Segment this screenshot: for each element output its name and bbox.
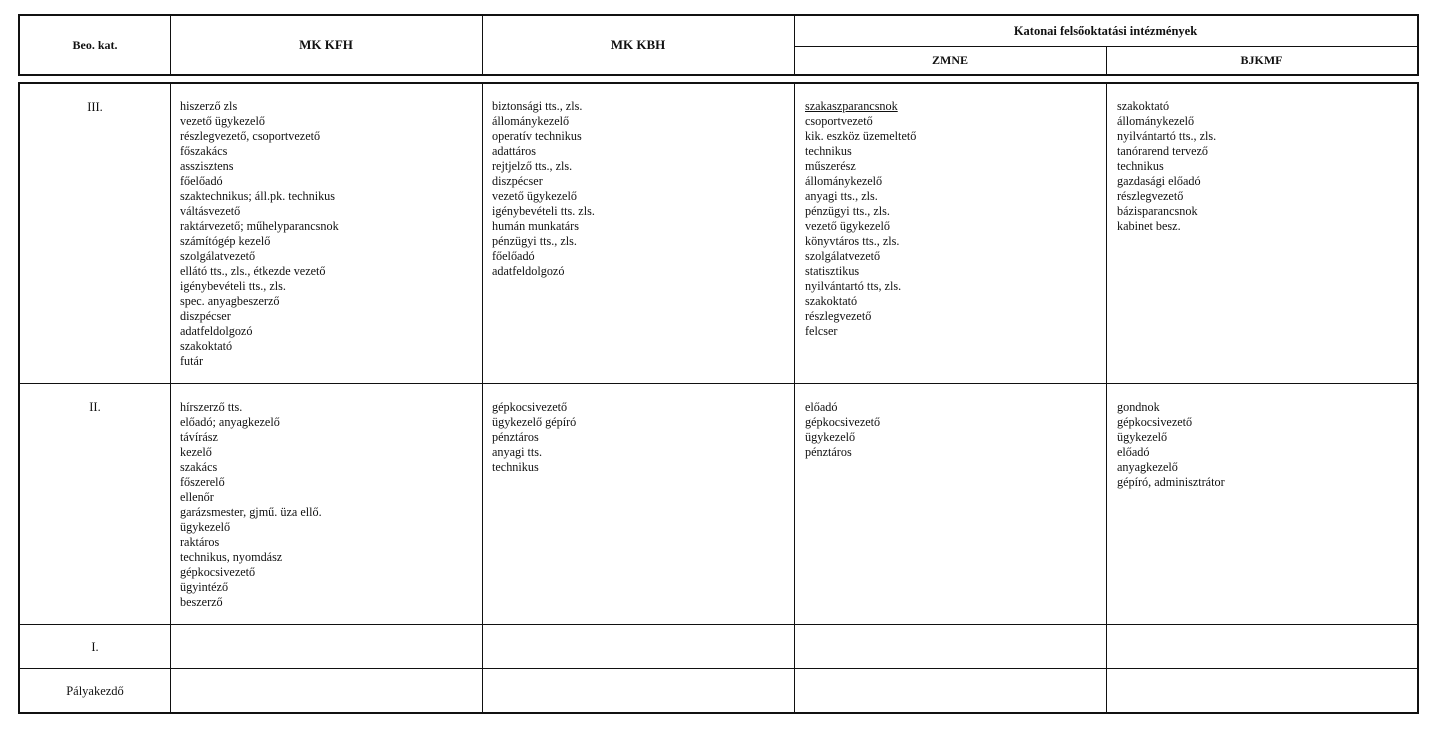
list-item: gépíró, adminisztrátor bbox=[1117, 475, 1225, 489]
column-divider bbox=[482, 84, 483, 712]
list-item: részlegvezető, csoportvezető bbox=[180, 129, 321, 143]
list-item: technikus bbox=[1117, 159, 1164, 173]
list-item: rejtjelző tts., zls. bbox=[492, 159, 573, 173]
list-item: kabinet besz. bbox=[1117, 219, 1181, 233]
list-item: szakoktató bbox=[1117, 99, 1170, 113]
list-item: szolgálatvezető bbox=[180, 249, 256, 263]
cell-list bbox=[180, 99, 339, 369]
list-item: pénzügyi tts., zls. bbox=[492, 234, 577, 248]
list-item: diszpécser bbox=[180, 309, 231, 323]
list-item: ellátó tts., zls., étkezde vezető bbox=[180, 264, 326, 278]
list-item: gazdasági előadó bbox=[1117, 174, 1201, 188]
list-item: technikus, nyomdász bbox=[180, 550, 283, 564]
row-divider bbox=[20, 668, 1417, 669]
list-item: gépkocsivezető bbox=[492, 400, 568, 414]
list-item: nyilvántartó tts., zls. bbox=[1117, 129, 1217, 143]
list-item: igénybevételi tts., zls. bbox=[180, 279, 286, 293]
cell-list bbox=[805, 99, 916, 339]
cell-list bbox=[492, 400, 576, 475]
list-item: ügyintéző bbox=[180, 580, 229, 594]
list-item: raktáros bbox=[180, 535, 220, 549]
list-item: asszisztens bbox=[180, 159, 234, 173]
cell-list bbox=[180, 400, 322, 610]
list-item: adatfeldolgozó bbox=[180, 324, 253, 338]
column-divider bbox=[794, 84, 795, 712]
row-category: III. bbox=[87, 100, 103, 114]
list-item: szakoktató bbox=[180, 339, 233, 353]
list-item: ügykezelő bbox=[1117, 430, 1168, 444]
list-item: statisztikus bbox=[805, 264, 860, 278]
list-item: számítógép kezelő bbox=[180, 234, 271, 248]
list-item: állománykezelő bbox=[805, 174, 883, 188]
list-item: főszerelő bbox=[180, 475, 225, 489]
list-item: részlegvezető bbox=[805, 309, 872, 323]
list-item: spec. anyagbeszerző bbox=[180, 294, 280, 308]
table-header bbox=[18, 14, 1419, 76]
list-item: ügykezelő bbox=[805, 430, 856, 444]
list-item: vezető ügykezelő bbox=[492, 189, 577, 203]
list-item: diszpécser bbox=[492, 174, 543, 188]
list-item: gondnok bbox=[1117, 400, 1160, 414]
cell-list bbox=[492, 99, 595, 279]
list-item: részlegvezető bbox=[1117, 189, 1184, 203]
list-item: szakács bbox=[180, 460, 218, 474]
list-item: kik. eszköz üzemeltető bbox=[805, 129, 917, 143]
list-item: adattáros bbox=[492, 144, 536, 158]
list-item: technikus bbox=[805, 144, 852, 158]
cell-list bbox=[1117, 400, 1225, 490]
list-item: pénztáros bbox=[805, 445, 852, 459]
column-divider bbox=[170, 84, 171, 712]
header-bjkmf: BJKMF bbox=[1240, 52, 1283, 67]
list-item: hírszerző tts. bbox=[180, 400, 243, 414]
list-item: vezető ügykezelő bbox=[805, 219, 890, 233]
list-item: biztonsági tts., zls. bbox=[492, 99, 583, 113]
list-item: gépkocsivezető bbox=[805, 415, 881, 429]
list-item: anyagkezelő bbox=[1117, 460, 1178, 474]
list-item: garázsmester, gjmű. üza ellő. bbox=[180, 505, 322, 519]
list-item: adatfeldolgozó bbox=[492, 264, 565, 278]
list-item: futár bbox=[180, 354, 204, 368]
list-item: technikus bbox=[492, 460, 539, 474]
list-item: humán munkatárs bbox=[492, 219, 579, 233]
list-item: nyilvántartó tts, zls. bbox=[805, 279, 902, 293]
list-item: pénzügyi tts., zls. bbox=[805, 204, 890, 218]
list-item: előadó bbox=[1117, 445, 1150, 459]
list-item: hiszerző zls bbox=[180, 99, 238, 113]
header-zmne: ZMNE bbox=[932, 52, 968, 67]
list-item: szolgálatvezető bbox=[805, 249, 881, 263]
list-item: ellenőr bbox=[180, 490, 214, 504]
row-category: Pályakezdő bbox=[66, 684, 124, 698]
list-item: főszakács bbox=[180, 144, 228, 158]
list-item: vezető ügykezelő bbox=[180, 114, 265, 128]
list-item: anyagi tts. bbox=[492, 445, 543, 459]
list-item: beszerző bbox=[180, 595, 223, 609]
list-item: tanórarend tervező bbox=[1117, 144, 1209, 158]
list-item: szakaszparancsnok bbox=[805, 99, 898, 113]
list-item: előadó; anyagkezelő bbox=[180, 415, 280, 429]
header-group: Katonai felsőoktatási intézmények bbox=[1013, 23, 1198, 38]
table-body bbox=[18, 82, 1419, 714]
list-item: felcser bbox=[805, 324, 838, 338]
list-item: kezelő bbox=[180, 445, 212, 459]
list-item: főelőadó bbox=[180, 174, 223, 188]
row-divider bbox=[20, 383, 1417, 384]
cell-list bbox=[805, 400, 880, 460]
list-item: anyagi tts., zls. bbox=[805, 189, 878, 203]
list-item: operatív technikus bbox=[492, 129, 582, 143]
cell-list bbox=[1117, 99, 1216, 234]
header-mk-kfh: MK KFH bbox=[299, 37, 353, 52]
list-item: váltásvezető bbox=[180, 204, 241, 218]
list-item: pénztáros bbox=[492, 430, 539, 444]
list-item: bázisparancsnok bbox=[1117, 204, 1198, 218]
list-item: szaktechnikus; áll.pk. technikus bbox=[180, 189, 336, 203]
header-mk-kbh: MK KBH bbox=[610, 37, 666, 52]
list-item: főelőadó bbox=[492, 249, 535, 263]
list-item: előadó bbox=[805, 400, 838, 414]
list-item: állománykezelő bbox=[1117, 114, 1195, 128]
list-item: műszerész bbox=[805, 159, 856, 173]
row-divider bbox=[20, 624, 1417, 625]
header-cat: Beo. kat. bbox=[72, 37, 118, 52]
list-item: szakoktató bbox=[805, 294, 858, 308]
list-item: raktárvezető; műhelyparancsnok bbox=[180, 219, 339, 233]
list-item: ügykezelő gépíró bbox=[492, 415, 577, 429]
row-category: II. bbox=[89, 400, 101, 414]
list-item: könyvtáros tts., zls. bbox=[805, 234, 900, 248]
list-item: csoportvezető bbox=[805, 114, 873, 128]
list-item: állománykezelő bbox=[492, 114, 570, 128]
column-divider bbox=[1106, 84, 1107, 712]
row-category: I. bbox=[91, 640, 99, 654]
list-item: ügykezelő bbox=[180, 520, 231, 534]
list-item: gépkocsivezető bbox=[180, 565, 256, 579]
list-item: igénybevételi tts. zls. bbox=[492, 204, 595, 218]
list-item: gépkocsivezető bbox=[1117, 415, 1193, 429]
list-item: távírász bbox=[180, 430, 218, 444]
